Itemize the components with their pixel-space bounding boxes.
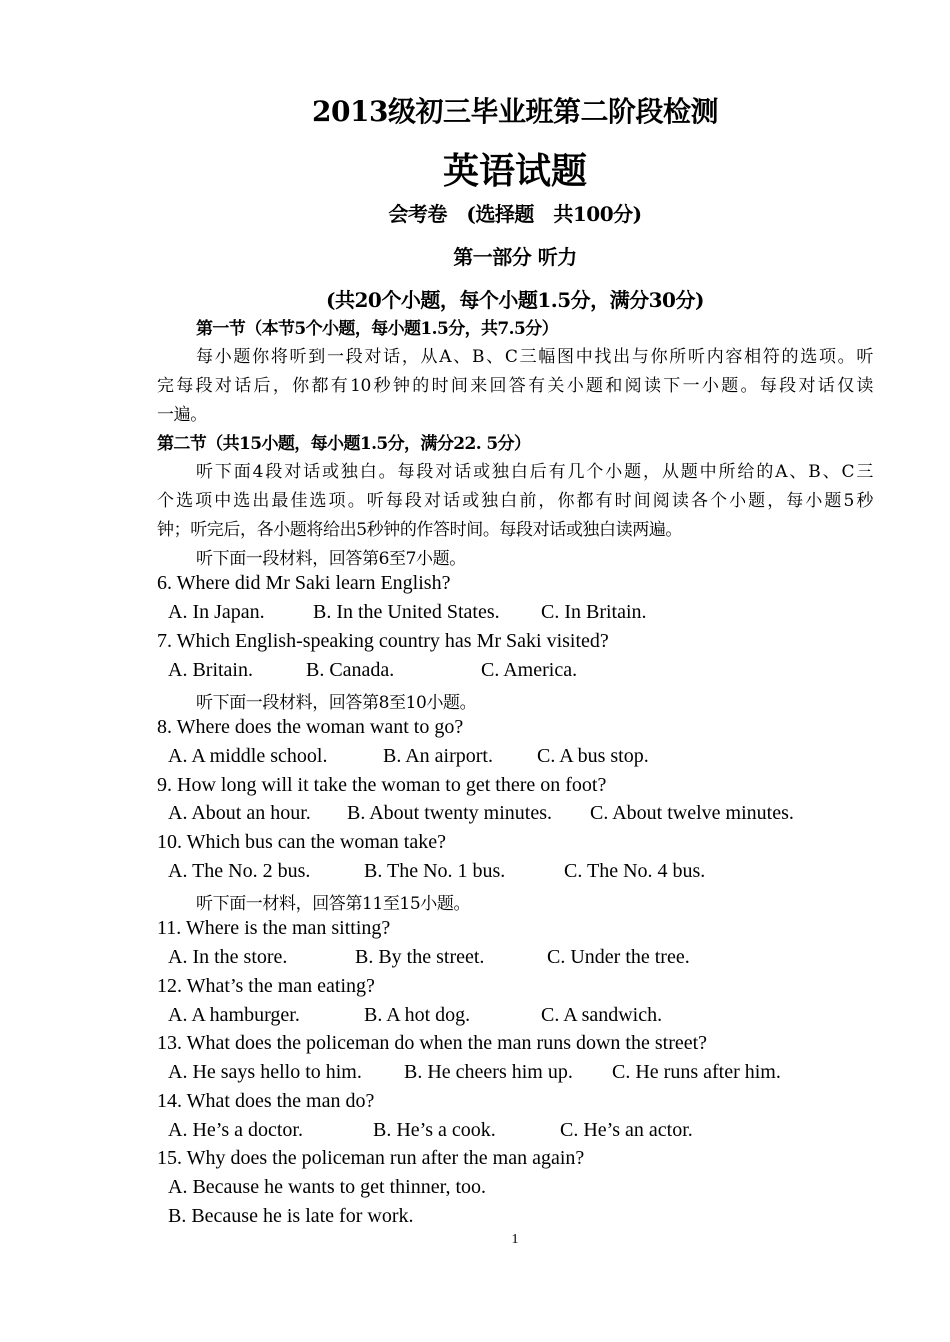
- option-c: C. About twelve minutes.: [590, 802, 794, 824]
- section1-instruction-line: 每小题你将听到一段对话，从A、B、C三幅图中找出与你所听内容相符的选项。听: [196, 347, 873, 367]
- section1-instruction-line: 完每段对话后，你都有10秒钟的时间来回答有关小题和阅读下一小题。每段对话仅读: [157, 376, 873, 396]
- page-number: 1: [511, 1232, 519, 1247]
- option-c: C. He’s an actor.: [560, 1119, 693, 1141]
- option-a: A. About an hour.: [168, 802, 311, 824]
- section1-heading: 第一节（本节5个小题，每小题1.5分，共7.5分）: [196, 319, 558, 339]
- option-a: A. Because he wants to get thinner, too.: [168, 1176, 487, 1198]
- listening-prompt: 听下面一段材料，回答第8至10小题。: [196, 693, 477, 713]
- section2-instruction-line: 个选项中选出最佳选项。听每段对话或独白前，你都有时间阅读各个小题，每小题5秒: [157, 491, 873, 511]
- option-a: A. In the store.: [168, 946, 288, 968]
- option-b: B. In the United States.: [313, 601, 500, 623]
- option-a: A. He’s a doctor.: [168, 1119, 303, 1141]
- question-text: 11. Where is the man sitting?: [157, 917, 391, 939]
- question-text: 13. What does the policeman do when the man runs down the street?: [157, 1032, 708, 1054]
- exam-title: 2013级初三毕业班第二阶段检测: [312, 95, 718, 128]
- part-title: 第一部分 听力: [453, 245, 577, 269]
- question-text: 15. Why does the policeman run after the man again?: [157, 1147, 585, 1169]
- question-text: 7. Which English-speaking country has Mr Saki visited?: [157, 630, 609, 652]
- listening-prompt: 听下面一材料，回答第11至15小题。: [196, 894, 471, 914]
- option-b: B. By the street.: [355, 946, 485, 968]
- part-scoring: (共20个小题，每个小题1.5分，满分30分): [326, 288, 704, 312]
- option-a: A. Britain.: [168, 659, 253, 681]
- option-c: C. The No. 4 bus.: [564, 860, 706, 882]
- section1-instruction-line: 一遍。: [157, 405, 207, 425]
- option-c: C. A sandwich.: [541, 1004, 663, 1026]
- option-b: B. The No. 1 bus.: [364, 860, 506, 882]
- option-a: A. A hamburger.: [168, 1004, 300, 1026]
- option-a: A. A middle school.: [168, 745, 328, 767]
- question-text: 9. How long will it take the woman to get there on foot?: [157, 774, 607, 796]
- option-c: C. America.: [481, 659, 578, 681]
- option-b: B. Because he is late for work.: [168, 1205, 414, 1227]
- paper-info: 会考卷 (选择题 共100分): [388, 202, 642, 226]
- section2-instruction-line: 听下面4段对话或独白。每段对话或独白后有几个小题，从题中所给的A、B、C三: [196, 462, 873, 482]
- option-b: B. He cheers him up.: [404, 1061, 573, 1083]
- option-a: A. In Japan.: [168, 601, 265, 623]
- option-c: C. Under the tree.: [547, 946, 690, 968]
- exam-subject: 英语试题: [442, 150, 587, 192]
- section2-heading: 第二节（共15小题，每小题1.5分，满分22. 5分）: [157, 434, 531, 454]
- option-c: C. A bus stop.: [537, 745, 649, 767]
- option-c: C. He runs after him.: [612, 1061, 781, 1083]
- option-b: B. A hot dog.: [364, 1004, 471, 1026]
- option-a: A. He says hello to him.: [168, 1061, 362, 1083]
- option-b: B. Canada.: [306, 659, 395, 681]
- question-text: 8. Where does the woman want to go?: [157, 716, 464, 738]
- question-text: 12. What’s the man eating?: [157, 975, 375, 997]
- question-text: 6. Where did Mr Saki learn English?: [157, 572, 451, 594]
- option-b: B. About twenty minutes.: [347, 802, 552, 824]
- listening-prompt: 听下面一段材料，回答第6至7小题。: [196, 549, 466, 569]
- question-text: 14. What does the man do?: [157, 1090, 375, 1112]
- option-c: C. In Britain.: [541, 601, 647, 623]
- option-a: A. The No. 2 bus.: [168, 860, 311, 882]
- option-b: B. He’s a cook.: [373, 1119, 496, 1141]
- question-text: 10. Which bus can the woman take?: [157, 831, 446, 853]
- option-b: B. An airport.: [383, 745, 493, 767]
- section2-instruction-line: 钟；听完后，各小题将给出5秒钟的作答时间。每段对话或独白读两遍。: [157, 520, 683, 540]
